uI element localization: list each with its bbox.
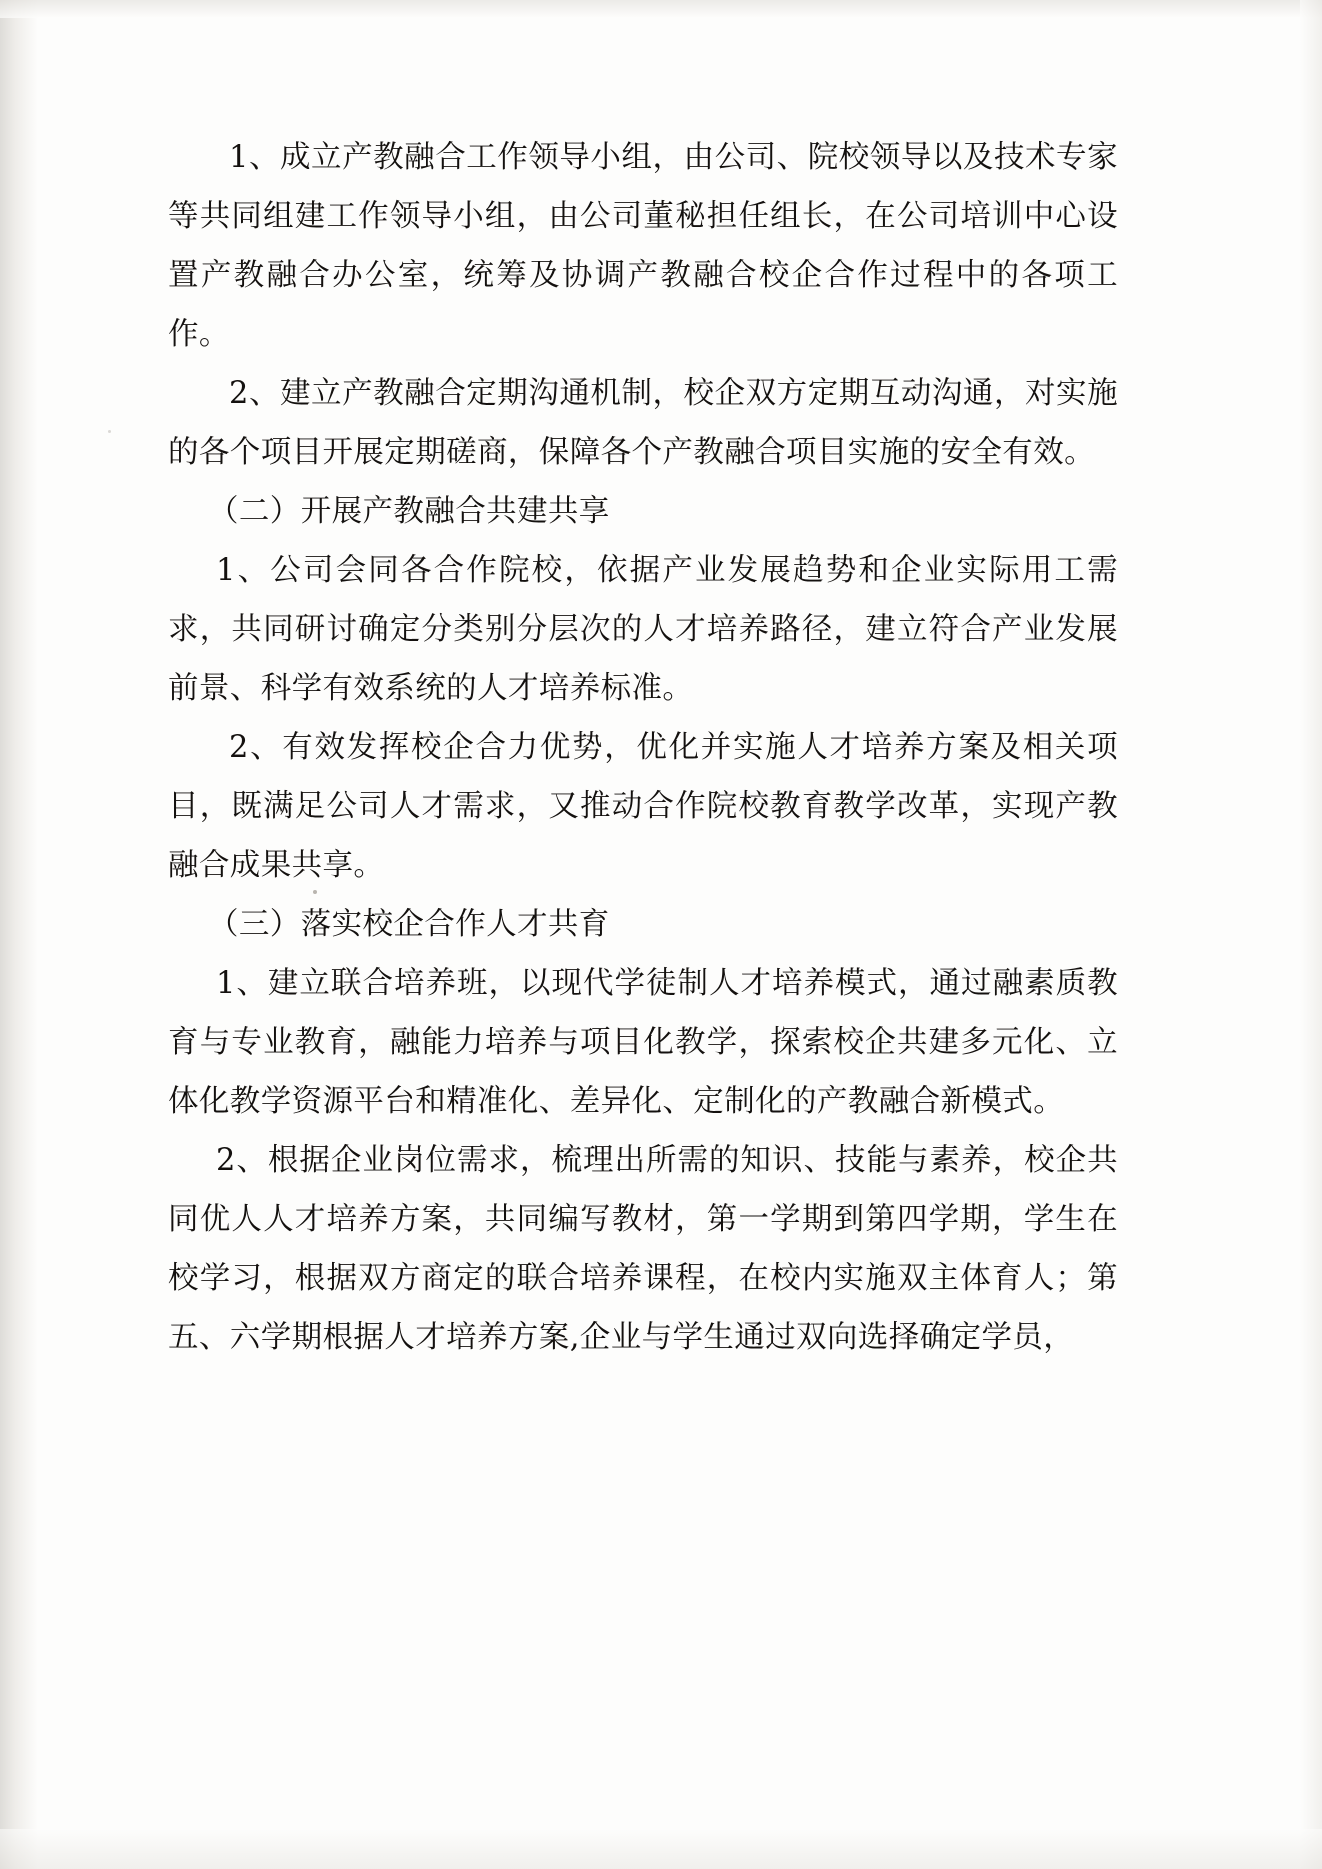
paragraph-3: 1、公司会同各合作院校，依据产业发展趋势和企业实际用工需求，共同研讨确定分类别分层次的人才培养路径，建立符合产业发展前景、科学有效系统的人才培养标准。 — [168, 553, 1118, 706]
paragraph-4: 2、有效发挥校企合力优势，优化并实施人才培养方案及相关项目，既满足公司人才需求，又推动合作院校教育教学改革，实现产教融合成果共享。 — [168, 730, 1118, 883]
section-heading-2: （二）开展产教融合共建共享 — [208, 494, 610, 529]
scan-speck — [108, 430, 111, 433]
scan-edge-bottom — [0, 1829, 1322, 1869]
paragraph-5: 1、建立联合培养班，以现代学徒制人才培养模式，通过融素质教育与专业教育，融能力培养与项目化教学，探索校企共建多元化、立体化教学资源平台和精准化、差异化、定制化的产教融合新模式。 — [168, 966, 1118, 1119]
scan-edge-left — [0, 0, 38, 1869]
paragraph-2: 2、建立产教融合定期沟通机制，校企双方定期互动沟通，对实施的各个项目开展定期磋商，保障各个产教融合项目实施的安全有效。 — [168, 376, 1118, 470]
scan-edge-right — [1300, 0, 1322, 1869]
paragraph-1: 1、成立产教融合工作领导小组，由公司、院校领导以及技术专家等共同组建工作领导小组，由公司董秘担任组长，在公司培训中心设置产教融合办公室，统筹及协调产教融合校企合作过程中的各项工作。 — [168, 140, 1118, 352]
section-heading-3: （三）落实校企合作人才共育 — [208, 907, 610, 942]
paragraph-6: 2、根据企业岗位需求，梳理出所需的知识、技能与素养，校企共同优人人才培养方案，共同编写教材，第一学期到第四学期，学生在校学习，根据双方商定的联合培养课程，在校内实施双主体育人；第五、六学期根据人才培养方案,企业与学生通过双向选择确定学员， — [168, 1143, 1118, 1355]
document-text-body — [168, 128, 1118, 1367]
scan-edge-top — [0, 0, 1322, 18]
